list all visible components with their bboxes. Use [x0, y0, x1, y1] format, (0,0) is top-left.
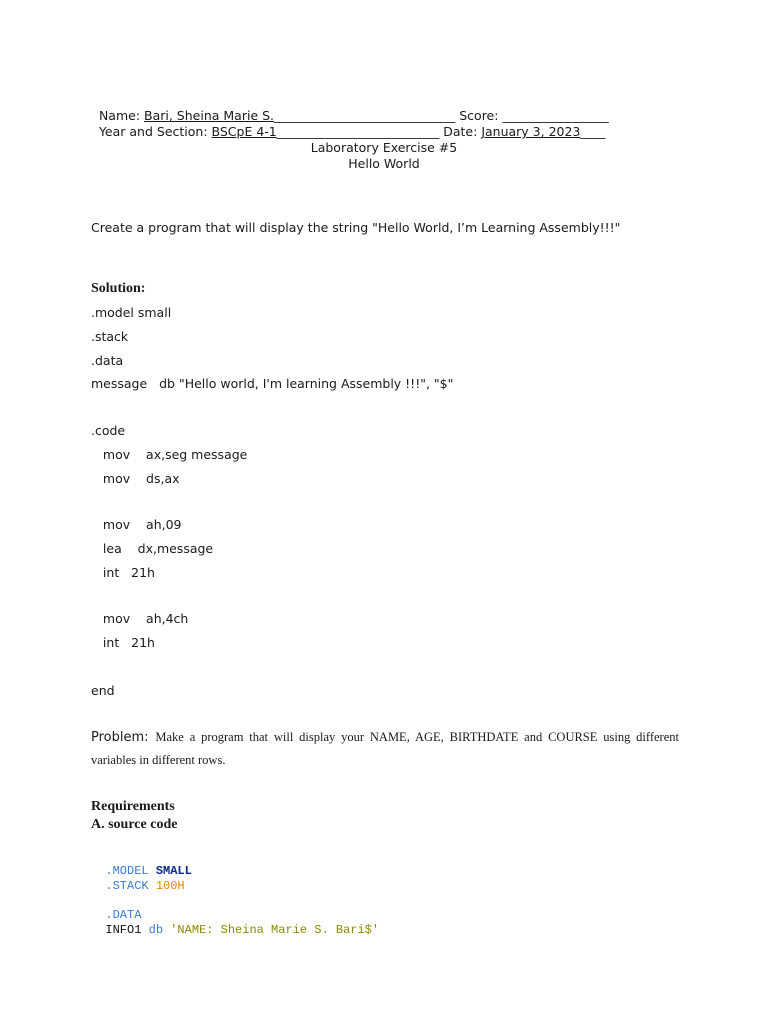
problem-paragraph: [91, 726, 679, 771]
year-value: BSCpE 4-1: [211, 124, 277, 139]
code-line: .model small: [91, 305, 172, 320]
name-value: Bari, Sheina Marie S.: [144, 108, 275, 123]
name-label: Name:: [98, 108, 145, 123]
model-value: SMALL: [155, 864, 192, 878]
string-literal: 'NAME: Sheina Marie S. Bari$': [170, 923, 380, 937]
date-value: January 3, 2023: [481, 124, 581, 139]
db-keyword: db: [148, 923, 164, 937]
stack-value: 100H: [155, 879, 185, 893]
stack-directive: .STACK: [105, 879, 149, 893]
instruction-text: Create a program that will display the string "Hello World, I’m Learning Assembly!!!": [91, 220, 621, 235]
code-line: mov ax,seg message: [91, 447, 248, 462]
model-directive: .MODEL: [105, 864, 149, 878]
date-blank: ____: [580, 124, 606, 139]
problem-text: Make a program that will display your NAME, AGE, BIRTHDATE and COURSE using different variables in different rows.: [91, 730, 679, 767]
date-label: Date:: [439, 124, 482, 139]
code-line: .stack: [91, 329, 129, 344]
exercise-subtitle: Hello World: [348, 156, 420, 171]
solution-heading: Solution:: [91, 281, 146, 296]
source-line-info1: [91, 909, 379, 937]
code-line: message db "Hello world, I'm learning Assembly !!!", "$": [91, 376, 454, 391]
code-line: mov ah,09: [91, 517, 182, 532]
year-blank: __________________________: [276, 124, 440, 139]
header-year-line: [91, 109, 605, 139]
code-line: end: [91, 683, 115, 698]
variable-name: INFO1: [105, 923, 142, 937]
code-line: int 21h: [91, 635, 155, 650]
code-line: int 21h: [91, 565, 155, 580]
code-line: .code: [91, 423, 126, 438]
year-label: Year and Section:: [98, 124, 212, 139]
score-blank: _________________: [502, 108, 609, 123]
score-label: Score:: [455, 108, 503, 123]
code-line: .data: [91, 353, 124, 368]
name-blank: _____________________________: [274, 108, 456, 123]
code-line: mov ah,4ch: [91, 611, 189, 626]
source-line-stack: [91, 865, 185, 893]
code-line: lea dx,message: [91, 541, 214, 556]
exercise-title: Laboratory Exercise #5: [310, 140, 458, 155]
data-directive: .DATA: [105, 908, 142, 922]
requirements-heading: Requirements: [91, 799, 175, 814]
problem-label: Problem:: [91, 730, 156, 745]
requirements-subheading: A. source code: [91, 817, 178, 832]
code-line: mov ds,ax: [91, 471, 180, 486]
